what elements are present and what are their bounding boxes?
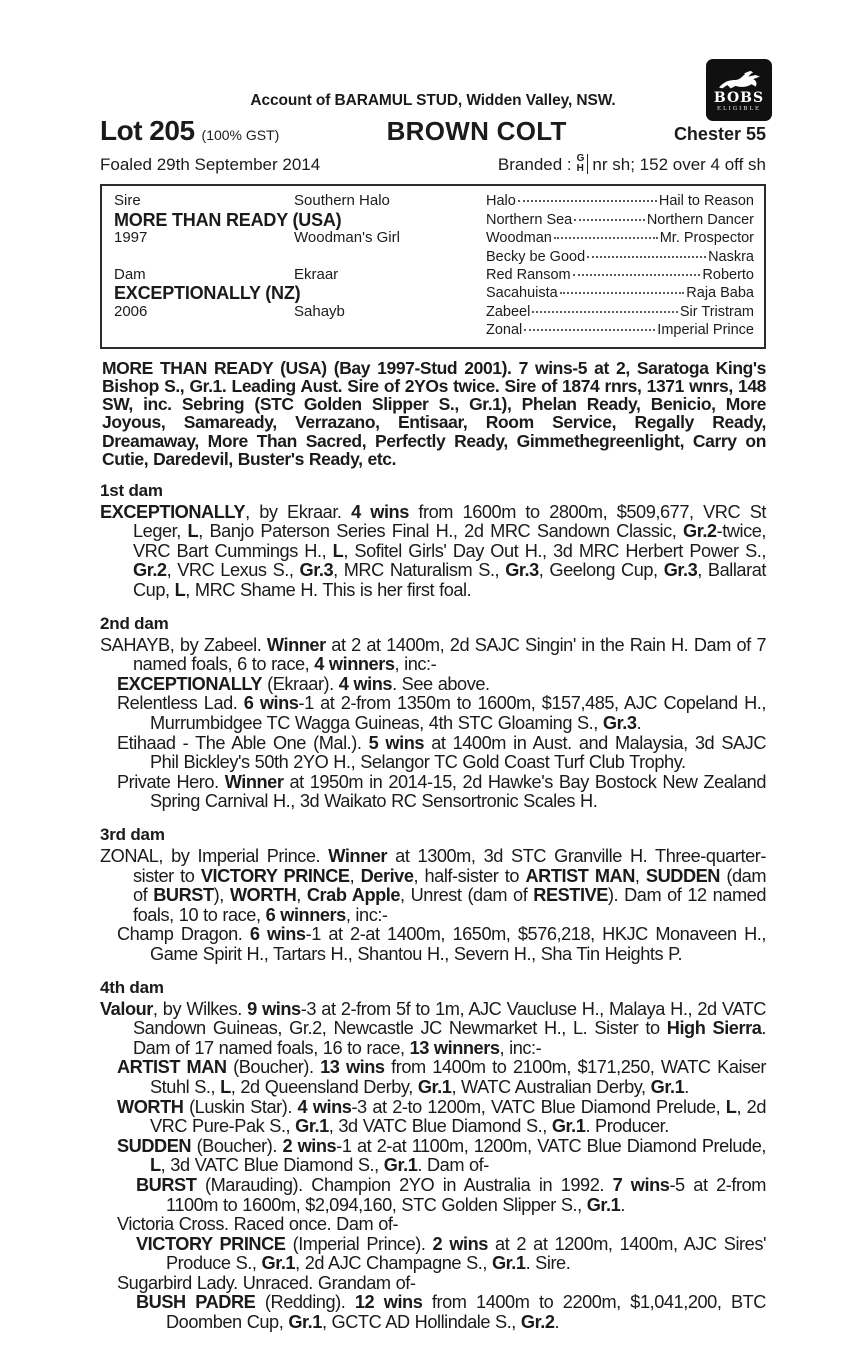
foal-entry: ARTIST MAN (Boucher). 13 wins from 1400m to 2100m, $171,250, WATC Kaiser Stuhl S., L, 2d Queensland Derby, Gr.1, WATC Australian Derby, Gr.1. xyxy=(117,1057,766,1097)
ancestor-name: Halo xyxy=(486,193,516,210)
foaled-date: Foaled 29th September 2014 xyxy=(100,155,321,174)
dot-leader xyxy=(573,274,701,276)
foal-entry: Relentless Lad. 6 wins-1 at 2-from 1350m to 1600m, $157,485, AJC Copeland H., Murrumbidgee TC Wagga Guineas, 4th STC Gloaming S., Gr.3. xyxy=(117,693,766,734)
foal-entry: Sugarbird Lady. Unraced. Grandam of- xyxy=(117,1272,416,1293)
bobs-logo-text: BOBS xyxy=(713,89,765,106)
foaled-branded-line xyxy=(100,154,766,175)
section-heading-2nd-dam: 2nd dam xyxy=(100,613,169,633)
ancestor-parent-name: Mr. Prospector xyxy=(659,230,754,247)
ancestor-parent-name: Imperial Prince xyxy=(657,322,754,339)
dot-leader xyxy=(574,219,645,221)
dam-entry: ZONAL, by Imperial Prince. Winner at 1300m, 3d STC Granville H. Three-quarter-sister to VICTORY PRINCE, Derive, half-sister to ARTIST MAN, SUDDEN (dam of BURST), WORTH, Crab Apple, Unrest (dam of RESTIVE). Dam of 12 named foals, 10 to race, 6 winners, inc:- xyxy=(100,846,767,925)
dot-leader xyxy=(554,237,658,239)
bobs-logo-subtext: ELIGIBLE xyxy=(716,105,762,112)
foal-entry: Champ Dragon. 6 wins-1 at 2-at 1400m, 1650m, $576,218, HKJC Monaveen H., Game Spirit H., Tartars H., Shantou H., Severn H., Sha Tin Heights P. xyxy=(117,924,766,964)
dam-parent-2: Sahayb xyxy=(294,302,345,320)
ancestor-name: Red Ransom xyxy=(486,266,571,283)
ancestor-parent-name: Naskra xyxy=(708,248,754,265)
ancestor-line xyxy=(486,211,754,229)
section-heading-1st-dam: 1st dam xyxy=(100,480,163,500)
dam-name: EXCEPTIONALLY (NZ) xyxy=(114,283,301,304)
dam-year: 2006 xyxy=(114,302,148,320)
ancestor-name: Northern Sea xyxy=(486,211,573,228)
pedigree-table xyxy=(100,184,766,349)
brand-description xyxy=(498,154,766,175)
foal-entry: WORTH (Luskin Star). 4 wins-3 at 2-to 1200m, VATC Blue Diamond Prelude, L, 2d VRC Pure-Pak S., Gr.1, 3d VATC Blue Diamond S., Gr.1. Producer. xyxy=(117,1096,766,1137)
section-heading-3rd-dam: 3rd dam xyxy=(100,825,165,844)
dam-entry: EXCEPTIONALLY, by Ekraar. 4 wins from 1600m to 2800m, $509,677, VRC St Leger, L, Banjo Paterson Series Final H., 2d MRC Sandown Classic, Gr.2-twice, VRC Bart Cummings H., L, Sofitel Girls' Day Out H., 3d MRC Herbert Power S., Gr.2, VRC Lexus S., Gr.3, MRC Naturalism S., Gr.3, Geelong Cup, Gr.3, Ballarat Cup, L, MRC Shame H. This is her first foal. xyxy=(100,501,766,601)
dot-leader xyxy=(560,292,685,294)
dot-leader xyxy=(532,311,678,313)
dam-role-label: Dam xyxy=(114,265,146,283)
sire-parent-1: Southern Halo xyxy=(294,192,390,210)
ancestor-name: Becky be Good xyxy=(486,248,586,265)
foal-entry: Private Hero. Winner at 1950m in 2014-15, 2d Hawke's Bay Bostock New Zealand Spring Carnival H., 3d Waikato RC Sensortronic Scales H. xyxy=(117,771,767,812)
ancestor-line xyxy=(486,192,754,210)
ancestor-line xyxy=(486,303,754,321)
sire-summary: MORE THAN READY (USA) (Bay 1997-Stud 2001). 7 wins-5 at 2, Saratoga King's Bishop S., Gr.1. Leading Aust. Sire of 2YOs twice. Sire of 1874 rnrs, 1371 wnrs, 148 SW, inc. Sebring (STC Golden Slipper S., Gr.1), Phelan Ready, Benicio, More Joyous, Samaready, Verrazano, Entisaar, Room Service, Regally Ready, Dreamaway, More Than Sacred, Perfectly Ready, Gimmethegreenlight, Carry on Cutie, Daredevil, Buster's Ready, etc. xyxy=(102,358,766,469)
ancestor-line xyxy=(486,284,754,302)
vendor-account-line: Account of BARAMUL STUD, Widden Valley, NSW. xyxy=(250,92,616,109)
sire-year: 1997 xyxy=(114,229,148,247)
page-title: BROWN COLT xyxy=(386,116,567,146)
sire-name: MORE THAN READY (USA) xyxy=(114,209,342,230)
ancestor-name: Zabeel xyxy=(486,303,531,320)
ancestor-line xyxy=(486,321,754,339)
foal-entry: SUDDEN (Boucher). 2 wins-1 at 2-at 1100m, 1200m, VATC Blue Diamond Prelude, L, 3d VATC Blue Diamond S., Gr.1. Dam of- xyxy=(117,1135,766,1176)
dam-entry: Valour, by Wilkes. 9 wins-3 at 2-from 5f to 1m, AJC Vaucluse H., Malaya H., 2d VATC Sandown Guineas, Gr.2, Newcastle JC Newmarket H., L. Sister to High Sierra. Dam of 17 named foals, 16 to race, 13 winners, inc:- xyxy=(100,998,766,1058)
gst-note: (100% GST) xyxy=(201,127,280,143)
brand-placement: nr sh; 152 over 4 off sh xyxy=(592,155,766,174)
page-content xyxy=(100,89,767,1333)
ancestor-parent-name: Sir Tristram xyxy=(679,303,754,320)
racehorse-icon xyxy=(714,70,764,90)
dot-leader xyxy=(587,256,706,258)
grandfoal-entry: BUSH PADRE (Redding). 12 wins from 1400m to 2200m, $1,041,200, BTC Doomben Cup, Gr.1, GCTC AD Hollindale S., Gr.2. xyxy=(136,1292,766,1333)
ancestor-parent-name: Raja Baba xyxy=(686,285,754,302)
dam-entry: SAHAYB, by Zabeel. Winner at 2 at 1400m, 2d SAJC Singin' in the Rain H. Dam of 7 named foals, 6 to race, 4 winners, inc:- xyxy=(100,634,766,675)
foal-entry: Victoria Cross. Raced once. Dam of- xyxy=(117,1214,399,1235)
ancestor-parent-name: Hail to Reason xyxy=(658,193,754,210)
ancestor-line xyxy=(486,229,754,247)
ancestor-name: Woodman xyxy=(486,230,552,247)
dot-leader xyxy=(518,200,657,202)
ancestor-parent-name: Roberto xyxy=(702,266,754,283)
sire-parent-2: Woodman's Girl xyxy=(294,229,400,247)
grandfoal-entry: VICTORY PRINCE (Imperial Prince). 2 wins at 2 at 1200m, 1400m, AJC Sires' Produce S., Gr.1, 2d AJC Champagne S., Gr.1. Sire. xyxy=(136,1233,766,1274)
lot-title-line xyxy=(100,115,766,147)
ancestor-parent-name: Northern Dancer xyxy=(646,211,754,228)
brand-mark-icon xyxy=(577,154,589,174)
foal-entry: EXCEPTIONALLY (Ekraar). 4 wins. See above. xyxy=(117,673,490,694)
brand-mark-top: G xyxy=(576,153,585,164)
sire-role-label: Sire xyxy=(114,192,141,210)
branded-label: Branded : xyxy=(497,155,572,174)
lot-number: Lot 205 xyxy=(100,115,195,146)
grandfoal-entry: BURST (Marauding). Champion 2YO in Australia in 1992. 7 wins-5 at 2-from 1100m to 1600m, $2,094,160, STC Golden Slipper S., Gr.1. xyxy=(136,1174,766,1215)
stable-location: Chester 55 xyxy=(673,124,766,144)
ancestor-name: Sacahuista xyxy=(486,285,558,302)
section-heading-4th-dam: 4th dam xyxy=(100,977,164,997)
ancestor-line xyxy=(486,248,754,266)
ancestor-name: Zonal xyxy=(486,322,523,339)
foal-entry: Etihaad - The Able One (Mal.). 5 wins at 1400m in Aust. and Malaysia, 3d SAJC Phil Bickley's 50th 2YO H., Selangor TC Gold Coast Turf Club Trophy. xyxy=(117,732,767,773)
ancestor-line xyxy=(486,266,754,284)
brand-mark-bottom: H xyxy=(576,163,584,174)
dam-parent-1: Ekraar xyxy=(294,265,339,283)
dot-leader xyxy=(524,329,655,331)
